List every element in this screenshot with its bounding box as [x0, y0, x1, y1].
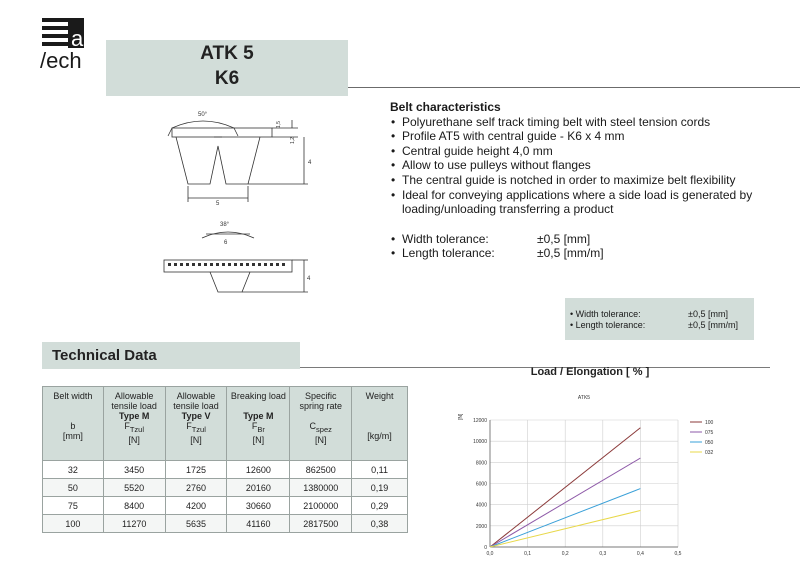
header-allowable-v: Allowable tensile load Type V $F_{Tzul}$ [N]	[165, 387, 227, 461]
header-belt-width: Belt width b [mm]	[43, 387, 104, 461]
table-cell: 30660	[227, 497, 290, 515]
table-cell: 12600	[227, 461, 290, 479]
table-cell: 0,11	[352, 461, 408, 479]
belt-cross-section-drawing	[158, 106, 338, 210]
x-tick-label: 0,1	[524, 551, 532, 557]
title-band	[0, 40, 800, 96]
x-tick-label: 0,5	[674, 551, 682, 557]
table-cell: 41160	[227, 515, 290, 533]
tolerance-row-width	[390, 232, 790, 247]
header-spring-rate: Specific spring rate $C_{spez}$ [N]	[290, 387, 352, 461]
header-breaking-load: Breaking load Type M $F_{Br}$ [N]	[227, 387, 290, 461]
characteristics-list	[390, 115, 790, 217]
tolerance-label: • Width tolerance:	[402, 231, 489, 246]
list-item: • Allow to use pulleys without flanges	[390, 158, 790, 173]
legend-label-050: 050	[705, 440, 714, 446]
y-tick-label: 0	[484, 545, 487, 551]
product-title: ATK 5	[200, 43, 254, 64]
table-cell: 5635	[165, 515, 227, 533]
table-header-row	[43, 387, 408, 461]
table-cell: 32	[43, 461, 104, 479]
table-cell: 1380000	[290, 479, 352, 497]
dim-label-height: 4	[308, 160, 312, 166]
table-cell: 2100000	[290, 497, 352, 515]
y-tick-label: 2000	[475, 523, 487, 530]
technical-data-table	[42, 386, 408, 533]
legend-label-032: 032	[705, 450, 714, 456]
x-tick-label: 0,3	[599, 551, 607, 557]
load-elongation-chart	[440, 390, 740, 560]
table-cell: 20160	[227, 479, 290, 497]
table-cell: 5520	[103, 479, 165, 497]
y-tick-label: 4000	[475, 502, 487, 509]
table-cell: 75	[43, 497, 104, 515]
table-cell: 4200	[165, 497, 227, 515]
dim-label-width: 5	[216, 201, 220, 207]
list-item: • Ideal for conveying applications where a side load is generated by loading/unloading transferring a product	[390, 188, 790, 217]
dim-label-a: 1,5	[276, 121, 282, 128]
list-item: • Profile AT5 with central guide - K6 x 4 mm	[390, 129, 790, 144]
tolerance-value: ±0,5 [mm/m]	[537, 246, 604, 261]
legend-label-100: 100	[705, 420, 714, 426]
dim-label-inner: 6	[224, 240, 228, 246]
angle-label-bottom: 38°	[220, 222, 230, 228]
characteristics-heading: Belt characteristics	[390, 100, 501, 114]
tolerance-box-label: • Length tolerance:	[570, 320, 646, 330]
y-axis-label: [N]	[458, 413, 464, 420]
title-divider	[348, 87, 800, 88]
tolerance-box-value: ±0,5 [mm]	[688, 309, 728, 319]
table-row	[43, 461, 408, 479]
tolerance-row-length	[390, 246, 790, 261]
table-cell: 2817500	[290, 515, 352, 533]
belt-characteristics	[390, 100, 790, 261]
list-item: • Central guide height 4,0 mm	[390, 144, 790, 159]
dim-label-right: 4	[307, 276, 311, 282]
y-tick-label: 12000	[473, 418, 487, 424]
tolerance-value: ±0,5 [mm]	[537, 231, 591, 246]
table-cell: 50	[43, 479, 104, 497]
logo-letters-ech: /ech	[40, 48, 82, 73]
dim-label-b: 1,2	[290, 137, 296, 144]
header-weight: Weight [kg/m]	[352, 387, 408, 461]
tolerance-box-label: • Width tolerance:	[570, 309, 641, 319]
logo-letter-a: a	[71, 26, 84, 51]
table-cell: 0,38	[352, 515, 408, 533]
tolerance-label: • Length tolerance:	[402, 246, 495, 261]
x-tick-label: 0,0	[486, 551, 494, 557]
technical-data-heading: Technical Data	[42, 342, 300, 369]
legend-label-075: 075	[705, 430, 714, 436]
table-row	[43, 479, 408, 497]
table-cell: 0,29	[352, 497, 408, 515]
y-tick-label: 6000	[475, 481, 487, 488]
angle-label-top: 50°	[198, 112, 208, 118]
y-tick-label: 8000	[475, 460, 487, 467]
table-row	[43, 497, 408, 515]
header-allowable-m: Allowable tensile load Type M $F_{Tzul}$ [N]	[103, 387, 165, 461]
table-cell: 2760	[165, 479, 227, 497]
table-cell: 8400	[103, 497, 165, 515]
table-cell: 1725	[165, 461, 227, 479]
table-cell: 11270	[103, 515, 165, 533]
chart-title: Load / Elongation [ % ]	[530, 366, 650, 378]
list-item: • Polyurethane self track timing belt with steel tension cords	[390, 115, 790, 130]
tolerance-box	[565, 298, 754, 340]
y-tick-label: 10000	[473, 439, 487, 446]
x-tick-label: 0,4	[636, 551, 644, 557]
product-subtitle: K6	[214, 68, 240, 89]
x-tick-label: 0,2	[561, 551, 569, 557]
table-cell: 100	[43, 515, 104, 533]
table-cell: 862500	[290, 461, 352, 479]
belt-profile-drawing	[158, 218, 338, 296]
chart-subtitle: ATK5	[577, 395, 591, 401]
table-cell: 3450	[103, 461, 165, 479]
list-item: • The central guide is notched in order to maximize belt flexibility	[390, 173, 790, 188]
table-cell: 0,19	[352, 479, 408, 497]
tolerance-box-value: ±0,5 [mm/m]	[688, 320, 738, 330]
table-row	[43, 515, 408, 533]
